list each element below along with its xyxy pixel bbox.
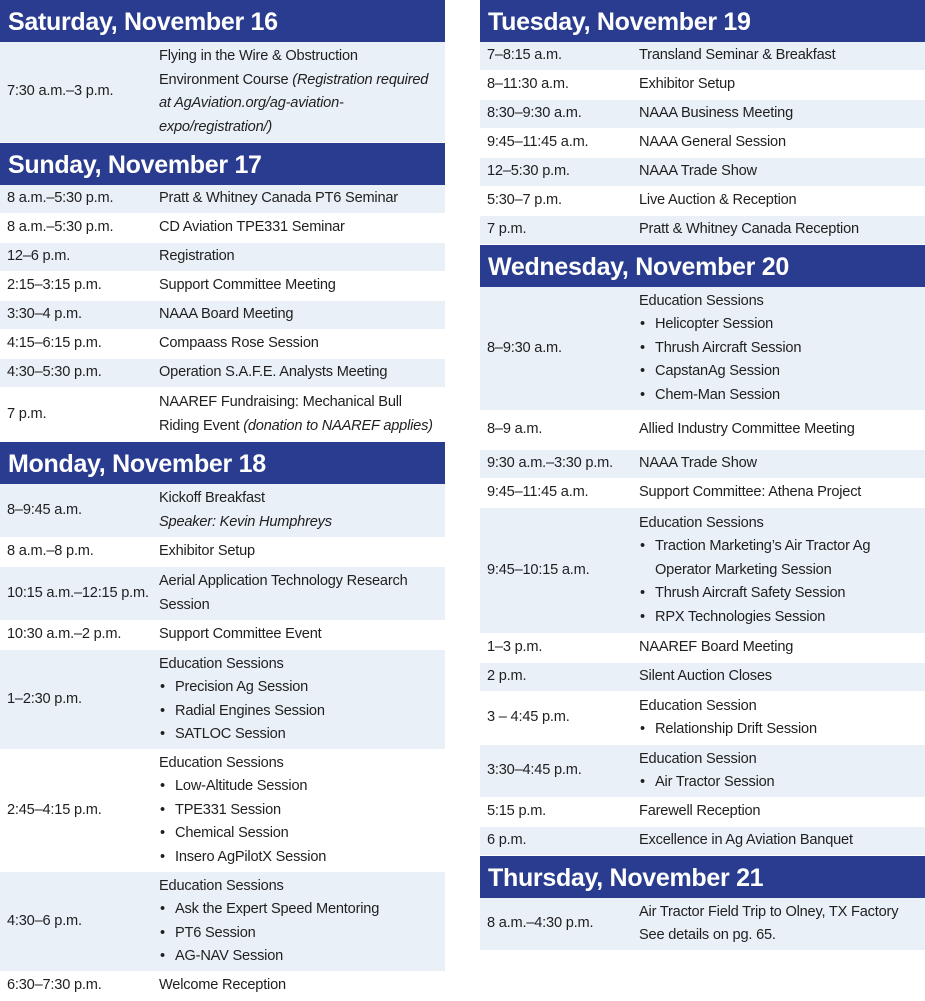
schedule-list [0, 185, 445, 442]
event-time: 9:45–10:15 a.m. [487, 561, 590, 578]
event-time: 1–2:30 p.m. [7, 690, 82, 707]
event-time: 8–9:30 a.m. [487, 339, 562, 356]
event-time: 7 p.m. [487, 221, 527, 238]
event-details [159, 330, 445, 358]
day-header: Tuesday, November 19 [480, 0, 925, 42]
event-title: Silent Auction Closes [639, 668, 772, 685]
day-header: Thursday, November 21 [480, 856, 925, 898]
schedule-row [480, 42, 925, 71]
schedule-row [480, 287, 925, 411]
event-title: Pratt & Whitney Canada Reception [639, 221, 859, 238]
event-details [639, 216, 925, 244]
schedule-row [480, 798, 925, 827]
day-wednesday [480, 245, 925, 856]
event-title: Registration [159, 248, 235, 265]
event-time: 2:15–3:15 p.m. [7, 277, 102, 294]
event-title: NAAA General Session [639, 134, 786, 151]
event-title: Support Committee Meeting [159, 277, 336, 294]
event-title: Flying in the Wire & Obstruction Environment Course [159, 48, 358, 88]
event-details [159, 185, 445, 213]
day-monday [0, 442, 445, 1001]
event-title: Education Session [639, 750, 757, 767]
schedule-row [0, 359, 445, 388]
event-time: 8 a.m.–5:30 p.m. [7, 190, 114, 207]
schedule-row [480, 216, 925, 245]
event-title: Allied Industry Committee Meeting [639, 421, 855, 438]
event-time: 7–8:15 a.m. [487, 47, 562, 64]
schedule-row [480, 508, 925, 634]
event-details [159, 873, 445, 971]
event-details [159, 43, 445, 141]
event-title: CD Aviation TPE331 Seminar [159, 219, 345, 236]
event-time: 8–9 a.m. [487, 421, 543, 438]
event-time: 1–3 p.m. [487, 639, 543, 656]
schedule-row [0, 272, 445, 301]
event-details [639, 827, 925, 855]
schedule-row [0, 484, 445, 538]
day-header: Monday, November 18 [0, 442, 445, 484]
session-list [159, 898, 441, 969]
event-title: Exhibitor Setup [159, 543, 255, 560]
schedule-row [0, 567, 445, 621]
event-details [639, 187, 925, 215]
event-details [159, 621, 445, 649]
session-item: • Helicopter Session [639, 313, 921, 337]
event-title: Operation S.A.F.E. Analysts Meeting [159, 364, 388, 381]
schedule-row [0, 185, 445, 214]
event-title: Support Committee: Athena Project [639, 484, 862, 501]
schedule-row [480, 71, 925, 100]
session-item: • Chem-Man Session [639, 384, 921, 408]
day-thursday [480, 856, 925, 951]
session-item: • Radial Engines Session [159, 700, 441, 724]
event-title: NAAA Business Meeting [639, 105, 793, 122]
event-details [639, 158, 925, 186]
event-details [639, 100, 925, 128]
event-details [639, 663, 925, 691]
day-tuesday [480, 0, 925, 245]
schedule-row [480, 898, 925, 951]
event-speaker: Speaker: Kevin Humphreys [159, 513, 332, 530]
event-details [159, 485, 445, 536]
event-title: Education Session [639, 697, 757, 714]
session-list [639, 718, 921, 742]
event-title: Live Auction & Reception [639, 192, 797, 209]
event-time: 9:30 a.m.–3:30 p.m. [487, 455, 613, 472]
session-item: • RPX Technologies Session [639, 606, 921, 630]
event-time: 9:45–11:45 a.m. [487, 484, 589, 501]
schedule-list [0, 484, 445, 1001]
event-time: 6 p.m. [487, 832, 527, 849]
session-item: • Traction Marketing’s Air Tractor Ag Operator Marketing Session [639, 535, 921, 582]
event-time: 3 – 4:45 p.m. [487, 709, 570, 726]
event-details [639, 450, 925, 478]
event-time: 8:30–9:30 a.m. [487, 105, 582, 122]
session-item: • CapstanAg Session [639, 360, 921, 384]
schedule-list [480, 898, 925, 951]
schedule-row [0, 750, 445, 872]
schedule-row [0, 538, 445, 567]
event-details [639, 71, 925, 99]
schedule-list [0, 42, 445, 143]
event-time: 8 a.m.–8 p.m. [7, 543, 94, 560]
schedule-row [480, 100, 925, 129]
schedule-row [480, 663, 925, 692]
event-time: 3:30–4 p.m. [7, 306, 82, 323]
session-item: • Ask the Expert Speed Mentoring [159, 898, 441, 922]
event-details [159, 538, 445, 566]
event-time: 10:15 a.m.–12:15 p.m. [7, 584, 149, 601]
event-title: Education Sessions [159, 877, 284, 894]
event-note: (Registration required at AgAviation.org/ag-aviation-expo/registration/) [159, 71, 429, 135]
event-details [159, 568, 445, 619]
event-title: Education Sessions [159, 754, 284, 771]
schedule-row [0, 42, 445, 143]
event-details [159, 972, 445, 1000]
day-saturday [0, 0, 445, 143]
event-title: NAAA Trade Show [639, 455, 757, 472]
event-title: Kickoff Breakfast [159, 490, 265, 506]
event-time: 8–11:30 a.m. [487, 76, 569, 93]
event-details [159, 272, 445, 300]
session-list [639, 771, 921, 795]
day-header: Saturday, November 16 [0, 0, 445, 42]
event-details [639, 416, 925, 444]
event-title: Air Tractor Field Trip to Olney, TX Factory [639, 903, 899, 920]
event-details [639, 798, 925, 826]
event-time: 8 a.m.–5:30 p.m. [7, 219, 114, 236]
schedule-row [480, 745, 925, 798]
event-details [639, 899, 925, 950]
event-details [639, 634, 925, 662]
event-time: 8–9:45 a.m. [7, 501, 82, 518]
session-list [159, 775, 441, 869]
event-time: 3:30–4:45 p.m. [487, 762, 582, 779]
event-time: 8 a.m.–4:30 p.m. [487, 915, 594, 932]
session-list [639, 535, 921, 629]
schedule-row [0, 972, 445, 1001]
event-details [639, 129, 925, 157]
event-details [639, 288, 925, 410]
left-column [0, 0, 445, 1001]
event-details [159, 243, 445, 271]
event-time: 6:30–7:30 p.m. [7, 977, 102, 994]
event-details [159, 301, 445, 329]
event-time: 7:30 a.m.–3 p.m. [7, 83, 114, 100]
event-time: 4:30–6 p.m. [7, 912, 82, 929]
event-title: NAAREF Fundraising: Mechanical Bull Riding Event [159, 394, 402, 434]
event-title: Education Sessions [639, 292, 764, 309]
session-item: • SATLOC Session [159, 723, 441, 747]
event-note: (donation to NAAREF applies) [243, 417, 433, 434]
session-item: • Chemical Session [159, 822, 441, 846]
event-title: Compaass Rose Session [159, 335, 319, 352]
schedule-row [480, 450, 925, 479]
schedule-row [480, 158, 925, 187]
session-item: • Precision Ag Session [159, 676, 441, 700]
session-item: • Thrush Aircraft Session [639, 337, 921, 361]
event-time: 10:30 a.m.–2 p.m. [7, 626, 122, 643]
event-time: 2:45–4:15 p.m. [7, 801, 102, 818]
event-title: Education Sessions [639, 514, 764, 531]
event-details [159, 214, 445, 242]
event-details [639, 693, 925, 744]
event-details [639, 746, 925, 797]
event-details [159, 651, 445, 749]
event-details [639, 510, 925, 632]
event-time: 4:15–6:15 p.m. [7, 335, 102, 352]
schedule-row [480, 411, 925, 450]
event-title: Welcome Reception [159, 977, 286, 994]
event-title: Exhibitor Setup [639, 76, 735, 93]
schedule-row [0, 872, 445, 972]
event-title: Education Sessions [159, 655, 284, 672]
schedule-row [480, 634, 925, 663]
event-details [159, 389, 445, 440]
schedule-row [0, 650, 445, 750]
event-details-line: See details on pg. 65. [639, 927, 776, 943]
event-title: NAAREF Board Meeting [639, 639, 794, 656]
schedule-row [480, 129, 925, 158]
event-time: 9:45–11:45 a.m. [487, 134, 589, 151]
session-item: • Thrush Aircraft Safety Session [639, 582, 921, 606]
session-item: • PT6 Session [159, 922, 441, 946]
schedule-row [0, 214, 445, 243]
event-time: 5:15 p.m. [487, 803, 547, 820]
event-title: Pratt & Whitney Canada PT6 Seminar [159, 190, 398, 207]
schedule-list [480, 42, 925, 245]
event-details [639, 479, 925, 507]
schedule-row [0, 243, 445, 272]
event-time: 12–6 p.m. [7, 248, 71, 265]
event-title: NAAA Board Meeting [159, 306, 294, 323]
schedule-row [0, 330, 445, 359]
session-item: • AG-NAV Session [159, 945, 441, 969]
event-time: 12–5:30 p.m. [487, 163, 570, 180]
schedule-row [0, 621, 445, 650]
event-title: Aerial Application Technology Research Session [159, 573, 408, 613]
session-item: • Relationship Drift Session [639, 718, 921, 742]
schedule-row [480, 692, 925, 745]
event-details [639, 42, 925, 70]
schedule-row [480, 827, 925, 856]
session-list [159, 676, 441, 747]
session-item: • TPE331 Session [159, 799, 441, 823]
day-header: Wednesday, November 20 [480, 245, 925, 287]
schedule-row [480, 187, 925, 216]
event-time: 5:30–7 p.m. [487, 192, 562, 209]
session-item: • Air Tractor Session [639, 771, 921, 795]
event-time: 2 p.m. [487, 668, 527, 685]
session-list [639, 313, 921, 407]
schedule-row [480, 479, 925, 508]
event-details [159, 359, 445, 387]
day-header: Sunday, November 17 [0, 143, 445, 185]
event-title: Farewell Reception [639, 803, 761, 820]
session-item: • Insero AgPilotX Session [159, 846, 441, 870]
schedule-list [480, 287, 925, 856]
schedule-row [0, 388, 445, 442]
event-time: 7 p.m. [7, 405, 47, 422]
event-time: 4:30–5:30 p.m. [7, 364, 102, 381]
event-title: Excellence in Ag Aviation Banquet [639, 832, 853, 849]
event-details [159, 750, 445, 872]
event-title: NAAA Trade Show [639, 163, 757, 180]
day-sunday [0, 143, 445, 442]
schedule-row [0, 301, 445, 330]
event-title: Support Committee Event [159, 626, 322, 643]
right-column [480, 0, 925, 951]
event-title: Transland Seminar & Breakfast [639, 47, 836, 64]
session-item: • Low-Altitude Session [159, 775, 441, 799]
